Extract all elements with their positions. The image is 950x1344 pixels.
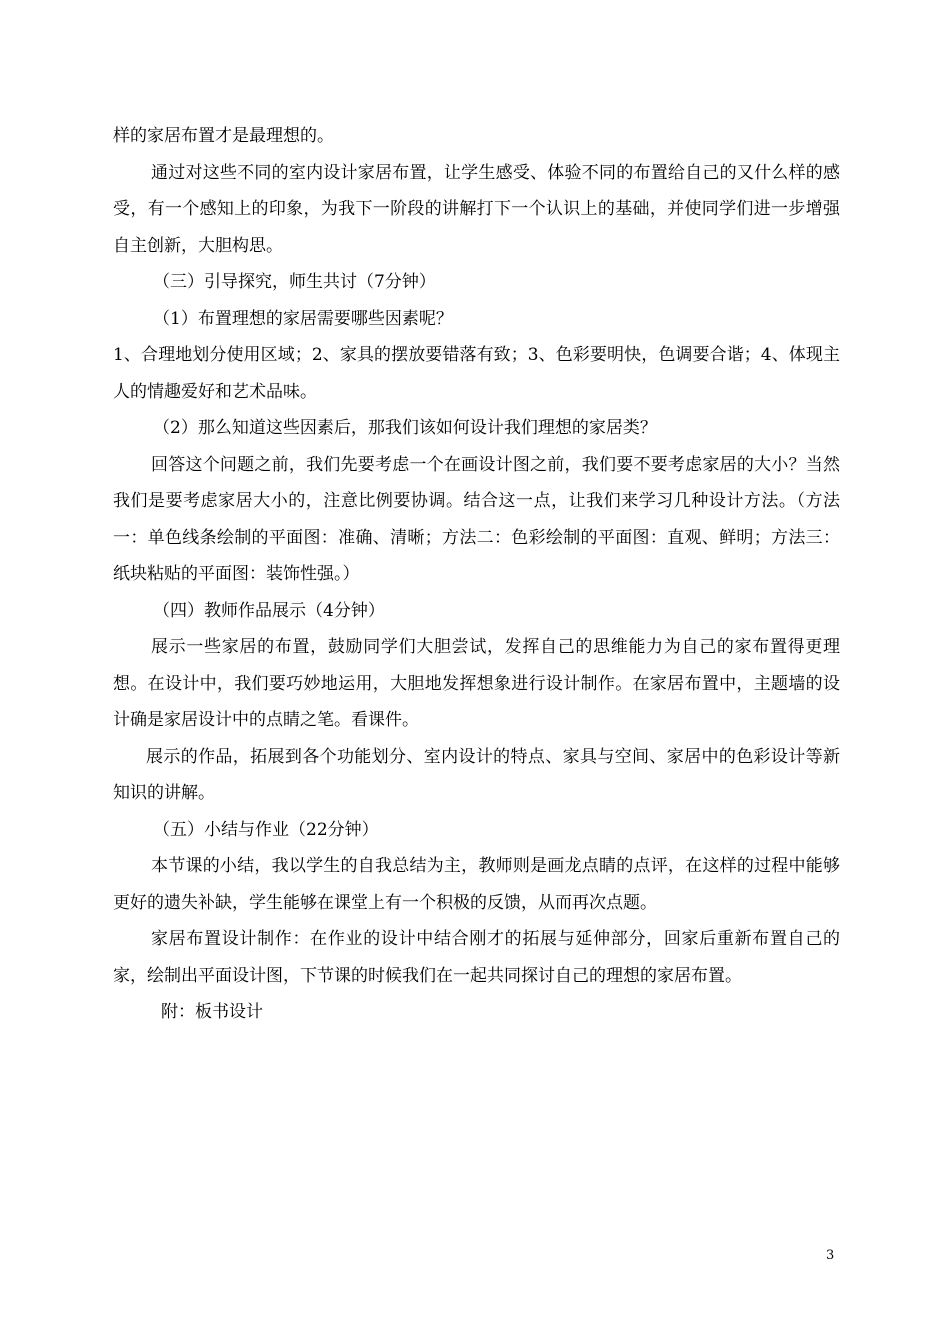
page-number: 3 <box>826 1248 835 1263</box>
paragraph-design-methods: 回答这个问题之前，我们先要考虑一个在画设计图之前，我们要不要考虑家居的大小？当然我们是要考虑家居大小的，注意比例要协调。结合这一点，让我们来学习几种设计方法。（方法一：单色线条绘制的平面图：准确、清晰；方法二：色彩绘制的平面图：直观、鲜明；方法三：纸块粘贴的平面图：装饰性强。） <box>113 454 840 584</box>
section-heading-3: （三）引导探究，师生共讨（7分钟） <box>153 272 436 292</box>
question-1: （1）布置理想的家居需要哪些因素呢？ <box>153 308 453 329</box>
answer-1-list: 1、合理地划分使用区域；2、家具的摆放要错落有致；3、色彩要明快，色调要合谐；4、体现主人的情趣爱好和艺术品味。 <box>113 345 840 402</box>
section-heading-4: （四）教师作品展示（4分钟） <box>153 600 385 621</box>
paragraph-teacher-works: 展示一些家居的布置，鼓励同学们大胆尝试，发挥自己的思维能力为自己的家布置得更理想。在设计中，我们要巧妙地运用，大胆地发挥想象进行设计制作。在家居布置中，主题墙的设计确是家居设计中的点睛之笔。看课件。 <box>113 637 840 730</box>
section-heading-5: （五）小结与作业（22分钟） <box>153 819 379 840</box>
paragraph-works-extension: 展示的作品，拓展到各个功能划分、室内设计的特点、家具与空间、家居中的色彩设计等新知识的讲解。 <box>113 746 840 803</box>
document-body <box>113 118 840 1031</box>
paragraph-homework: 家居布置设计制作：在作业的设计中结合刚才的拓展与延伸部分，回家后重新布置自己的家，绘制出平面设计图，下节课的时候我们在一起共同探讨自己的理想的家居布置。 <box>113 929 840 986</box>
appendix-board-design: 附：板书设计 <box>161 1002 263 1022</box>
paragraph-summary: 本节课的小结，我以学生的自我总结为主，教师则是画龙点睛的点评，在这样的过程中能够更好的遗失补缺，学生能够在课堂上有一个积极的反馈，从而再次点题。 <box>113 856 840 913</box>
question-2: （2）那么知道这些因素后，那我们该如何设计我们理想的家居类？ <box>153 418 657 438</box>
paragraph-continuation: 样的家居布置才是最理想的。 <box>113 126 334 146</box>
paragraph-intro: 通过对这些不同的室内设计家居布置，让学生感受、体验不同的布置给自己的又什么样的感受，有一个感知上的印象，为我下一阶段的讲解打下一个认识上的基础，并使同学们进一步增强自主创新，大胆构思。 <box>113 162 840 256</box>
